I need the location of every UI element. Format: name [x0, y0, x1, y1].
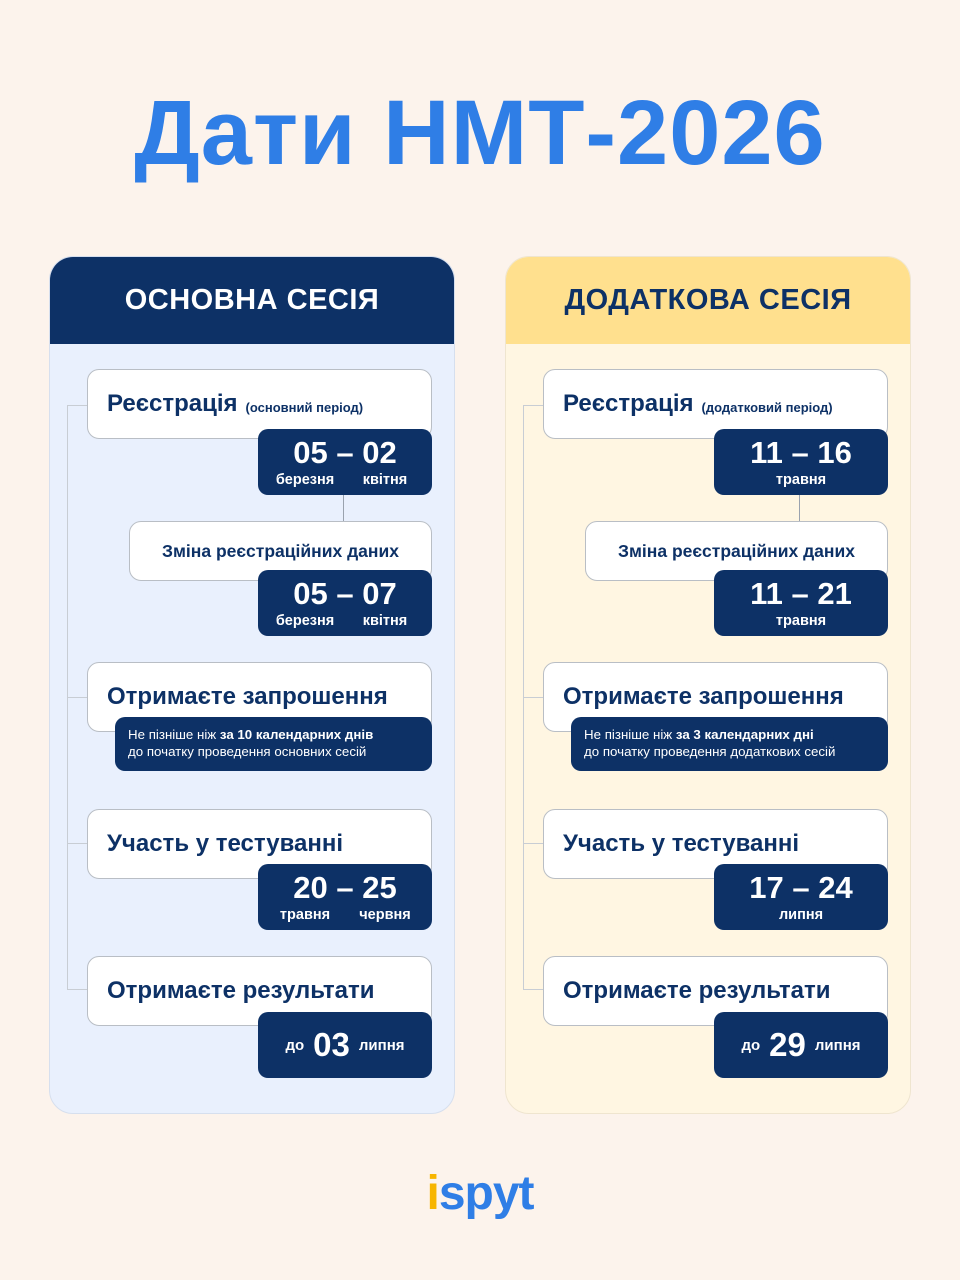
- invite-note: [115, 717, 432, 771]
- results-prefix: до: [285, 1036, 305, 1054]
- month: травня: [775, 612, 827, 629]
- main-session-header: ОСНОВНА СЕСІЯ: [50, 257, 454, 344]
- date-to: 07: [362, 575, 397, 611]
- month-to: червня: [359, 906, 411, 923]
- month-from: березня: [275, 471, 335, 488]
- results-prefix: до: [741, 1036, 761, 1054]
- testing-dates: [258, 864, 432, 930]
- registration-label: Реєстрація: [563, 390, 694, 417]
- testing-dates: [714, 864, 888, 930]
- extra-session-card: [505, 256, 911, 1114]
- date-from: 20: [293, 869, 328, 905]
- date-dash: –: [336, 575, 354, 611]
- results-date: [714, 1012, 888, 1078]
- registration-dates: [258, 429, 432, 495]
- registration-period: (додатковий період): [701, 399, 833, 415]
- logo-rest: spyt: [438, 1167, 534, 1220]
- invite-box: Отримаєте запрошення: [87, 662, 432, 732]
- results-day: 29: [769, 1026, 806, 1063]
- month-to: квітня: [362, 612, 408, 629]
- invite-note: [571, 717, 888, 771]
- extra-session-header: ДОДАТКОВА СЕСІЯ: [506, 257, 910, 344]
- note-text: до початку проведення основних сесій: [128, 744, 367, 759]
- testing-box: Участь у тестуванні: [87, 809, 432, 879]
- note-emphasis: за 3 календарних дні: [675, 727, 814, 742]
- results-box: Отримаєте результати: [87, 956, 432, 1026]
- page-title: Дати НМТ-2026: [134, 82, 826, 184]
- change-dates: [258, 570, 432, 636]
- ispyt-logo: [0, 1166, 960, 1221]
- date-to: 02: [362, 434, 397, 470]
- change-data-box: Зміна реєстраційних даних: [129, 521, 432, 581]
- month-from: березня: [275, 612, 335, 629]
- results-month: липня: [814, 1036, 861, 1054]
- results-date: [258, 1012, 432, 1078]
- month-from: травня: [279, 906, 331, 923]
- timeline-tick: [67, 697, 87, 698]
- month: липня: [778, 906, 824, 923]
- timeline-tick: [523, 697, 543, 698]
- registration-period: (основний період): [245, 399, 364, 415]
- results-box: Отримаєте результати: [543, 956, 888, 1026]
- date-range: 17 – 24: [749, 869, 853, 905]
- date-dash: –: [336, 434, 354, 470]
- timeline-tick: [523, 843, 543, 844]
- note-emphasis: за 10 календарних днів: [219, 727, 374, 742]
- date-to: 25: [362, 869, 397, 905]
- date-range: 11 – 21: [750, 575, 852, 611]
- month-to: квітня: [362, 471, 408, 488]
- logo-lead: i: [426, 1167, 439, 1220]
- results-day: 03: [313, 1026, 350, 1063]
- note-text: Не пізніше ніж: [128, 727, 220, 742]
- date-range: 11 – 16: [750, 434, 852, 470]
- invite-box: Отримаєте запрошення: [543, 662, 888, 732]
- testing-box: Участь у тестуванні: [543, 809, 888, 879]
- registration-label: Реєстрація: [107, 390, 238, 417]
- note-text: до початку проведення додаткових сесій: [584, 744, 836, 759]
- change-data-box: Зміна реєстраційних даних: [585, 521, 888, 581]
- note-text: Не пізніше ніж: [584, 727, 676, 742]
- connector-line: [799, 495, 800, 521]
- month: травня: [775, 471, 827, 488]
- results-month: липня: [358, 1036, 405, 1054]
- connector-line: [343, 495, 344, 521]
- date-from: 05: [293, 575, 328, 611]
- date-dash: –: [336, 869, 354, 905]
- timeline-tick: [67, 843, 87, 844]
- registration-dates: [714, 429, 888, 495]
- change-dates: [714, 570, 888, 636]
- date-from: 05: [293, 434, 328, 470]
- main-session-card: [49, 256, 455, 1114]
